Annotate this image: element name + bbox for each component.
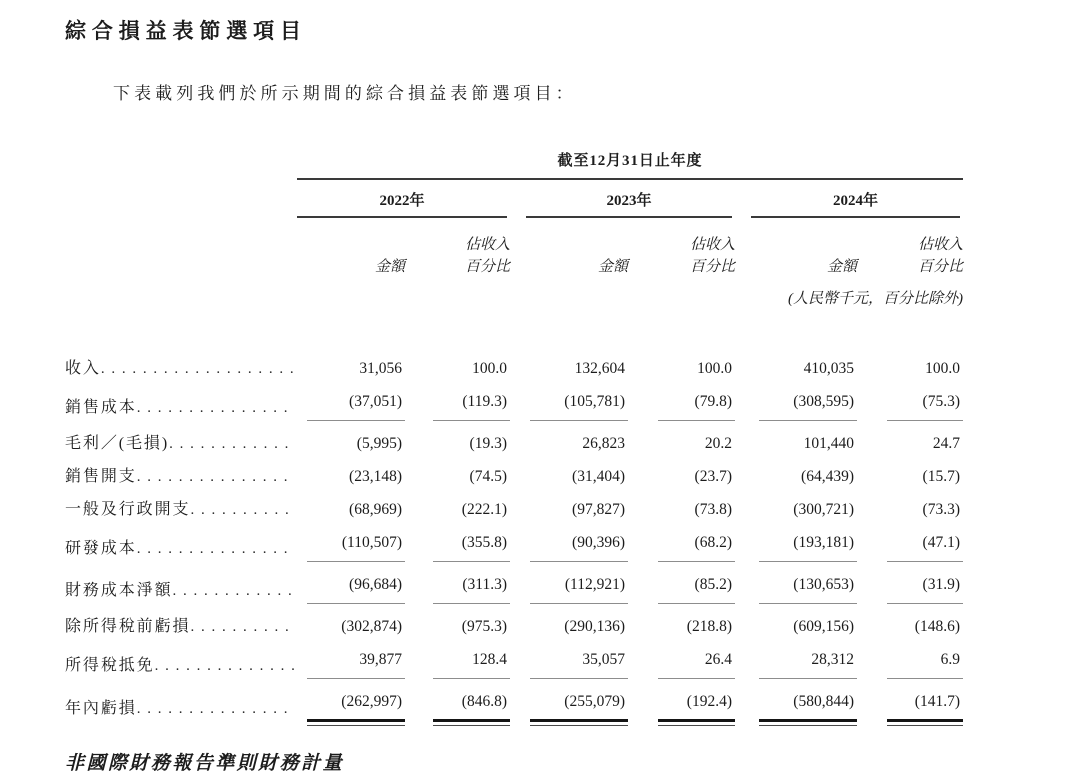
- cell-value: (73.8): [694, 501, 732, 518]
- pct-header: 佔收入 百分比: [689, 237, 735, 275]
- cell-value: (141.7): [857, 679, 963, 722]
- table-row: [65, 640, 963, 679]
- cell-value: (355.8): [405, 523, 510, 562]
- pct-header: 佔收入 百分比: [917, 237, 963, 275]
- row-label-text: 年內虧損: [65, 700, 137, 717]
- amount-header: 金額: [826, 259, 857, 275]
- cell-value: (311.3): [405, 562, 510, 604]
- cell-value: (119.3): [405, 382, 510, 421]
- row-label-text: 銷售成本: [65, 399, 137, 416]
- cell-value: 100.0: [697, 360, 732, 377]
- cell-value: (192.4): [628, 679, 735, 722]
- cell-value: (47.1): [857, 523, 963, 562]
- cell-value: (580,844): [735, 679, 857, 722]
- cell-value: 410,035: [803, 360, 854, 377]
- cell-value: (23,148): [349, 468, 402, 485]
- cell-value: 100.0: [472, 360, 507, 377]
- row-label-text: 除所得稅前虧損: [65, 618, 191, 635]
- cell-value: (255,079): [510, 679, 628, 722]
- row-label: [65, 679, 295, 722]
- cell-value: (31,404): [572, 468, 625, 485]
- dot-leader: [173, 582, 295, 600]
- cell-value: (110,507): [295, 523, 405, 562]
- period-header-row: [65, 150, 963, 180]
- year-label-2023: 2023年: [510, 180, 735, 218]
- cell-value: (37,051): [295, 382, 405, 421]
- page-title: 綜合損益表節選項目: [65, 19, 307, 43]
- cell-value: (31.9): [857, 562, 963, 604]
- cell-value: (90,396): [510, 523, 628, 562]
- cell-value: 20.2: [704, 435, 732, 452]
- row-label: [65, 490, 295, 523]
- row-label: [65, 457, 295, 490]
- row-label-text: 一般及行政開支: [65, 501, 191, 518]
- table-row: [65, 382, 963, 421]
- cell-value: (105,781): [510, 382, 628, 421]
- cell-value: 101,440: [803, 435, 854, 452]
- cell-value: (130,653): [735, 562, 857, 604]
- row-label-text: 財務成本淨額: [65, 582, 173, 599]
- row-label-text: 銷售開支: [65, 468, 137, 485]
- year-header-row: [65, 180, 963, 218]
- footer-heading: 非國際財務報告準則財務計量: [65, 753, 345, 774]
- dot-leader: [137, 700, 295, 718]
- year-label-2024: 2024年: [735, 180, 963, 218]
- cell-value: 128.4: [405, 640, 510, 679]
- row-label: [65, 421, 295, 457]
- row-label: [65, 310, 295, 382]
- cell-value: (148.6): [914, 618, 960, 635]
- income-statement-table: [65, 150, 963, 722]
- cell-value: (75.3): [857, 382, 963, 421]
- cell-value: (262,997): [295, 679, 405, 722]
- row-label: [65, 382, 295, 421]
- cell-value: (308,595): [735, 382, 857, 421]
- dot-leader: [137, 399, 295, 417]
- cell-value: 35,057: [510, 640, 628, 679]
- cell-value: 28,312: [735, 640, 857, 679]
- cell-value: (79.8): [628, 382, 735, 421]
- cell-value: (193,181): [735, 523, 857, 562]
- cell-value: (97,827): [572, 501, 625, 518]
- cell-value: 132,604: [574, 360, 625, 377]
- cell-value: (85.2): [628, 562, 735, 604]
- cell-value: (68.2): [628, 523, 735, 562]
- amount-header: 金額: [374, 259, 405, 275]
- cell-value: (975.3): [461, 618, 507, 635]
- row-label-text: 研發成本: [65, 540, 137, 557]
- table-row: [65, 679, 963, 722]
- cell-value: 100.0: [925, 360, 960, 377]
- column-header-row: [65, 218, 963, 278]
- cell-value: (222.1): [461, 501, 507, 518]
- table-row: [65, 310, 963, 382]
- cell-value: 24.7: [932, 435, 960, 452]
- row-label-text: 收入: [65, 360, 101, 377]
- cell-value: (19.3): [469, 435, 507, 452]
- cell-value: 39,877: [295, 640, 405, 679]
- unit-note-row: [65, 278, 963, 310]
- dot-leader: [137, 468, 295, 486]
- amount-header: 金額: [597, 259, 628, 275]
- row-label: [65, 640, 295, 679]
- cell-value: (5,995): [356, 435, 402, 452]
- table-body: [65, 310, 963, 722]
- cell-value: 26,823: [582, 435, 625, 452]
- cell-value: (300,721): [793, 501, 854, 518]
- cell-value: (609,156): [793, 618, 854, 635]
- year-label-2022: 2022年: [295, 180, 510, 218]
- cell-value: (218.8): [686, 618, 732, 635]
- cell-value: (15.7): [922, 468, 960, 485]
- row-label-text: 毛利／(毛損): [65, 435, 170, 452]
- cell-value: (23.7): [694, 468, 732, 485]
- row-label: [65, 562, 295, 604]
- cell-value: 6.9: [857, 640, 963, 679]
- dot-leader: [190, 618, 295, 636]
- dot-leader: [137, 540, 295, 558]
- row-label: [65, 604, 295, 640]
- cell-value: (68,969): [349, 501, 402, 518]
- table-row: [65, 562, 963, 604]
- cell-value: (846.8): [405, 679, 510, 722]
- dot-leader: [190, 501, 295, 519]
- row-label-text: 所得稅抵免: [65, 657, 155, 674]
- cell-value: (74.5): [469, 468, 507, 485]
- table-row: [65, 490, 963, 523]
- unit-note: (人民幣千元，百分比除外): [788, 291, 963, 307]
- cell-value: (64,439): [801, 468, 854, 485]
- dot-leader: [169, 435, 295, 453]
- table-row: [65, 523, 963, 562]
- period-header: 截至12月31日止年度: [295, 150, 963, 180]
- dot-leader: [155, 657, 295, 675]
- cell-value: (96,684): [295, 562, 405, 604]
- table-row: [65, 457, 963, 490]
- pct-header: 佔收入 百分比: [464, 237, 510, 275]
- cell-value: (112,921): [510, 562, 628, 604]
- cell-value: (73.3): [922, 501, 960, 518]
- cell-value: 31,056: [359, 360, 402, 377]
- dot-leader: [101, 360, 295, 378]
- intro-paragraph: 下表載列我們於所示期間的綜合損益表節選項目：: [113, 84, 577, 103]
- cell-value: (290,136): [564, 618, 625, 635]
- row-label: [65, 523, 295, 562]
- table-row: [65, 421, 963, 457]
- table-row: [65, 604, 963, 640]
- cell-value: (302,874): [341, 618, 402, 635]
- cell-value: 26.4: [628, 640, 735, 679]
